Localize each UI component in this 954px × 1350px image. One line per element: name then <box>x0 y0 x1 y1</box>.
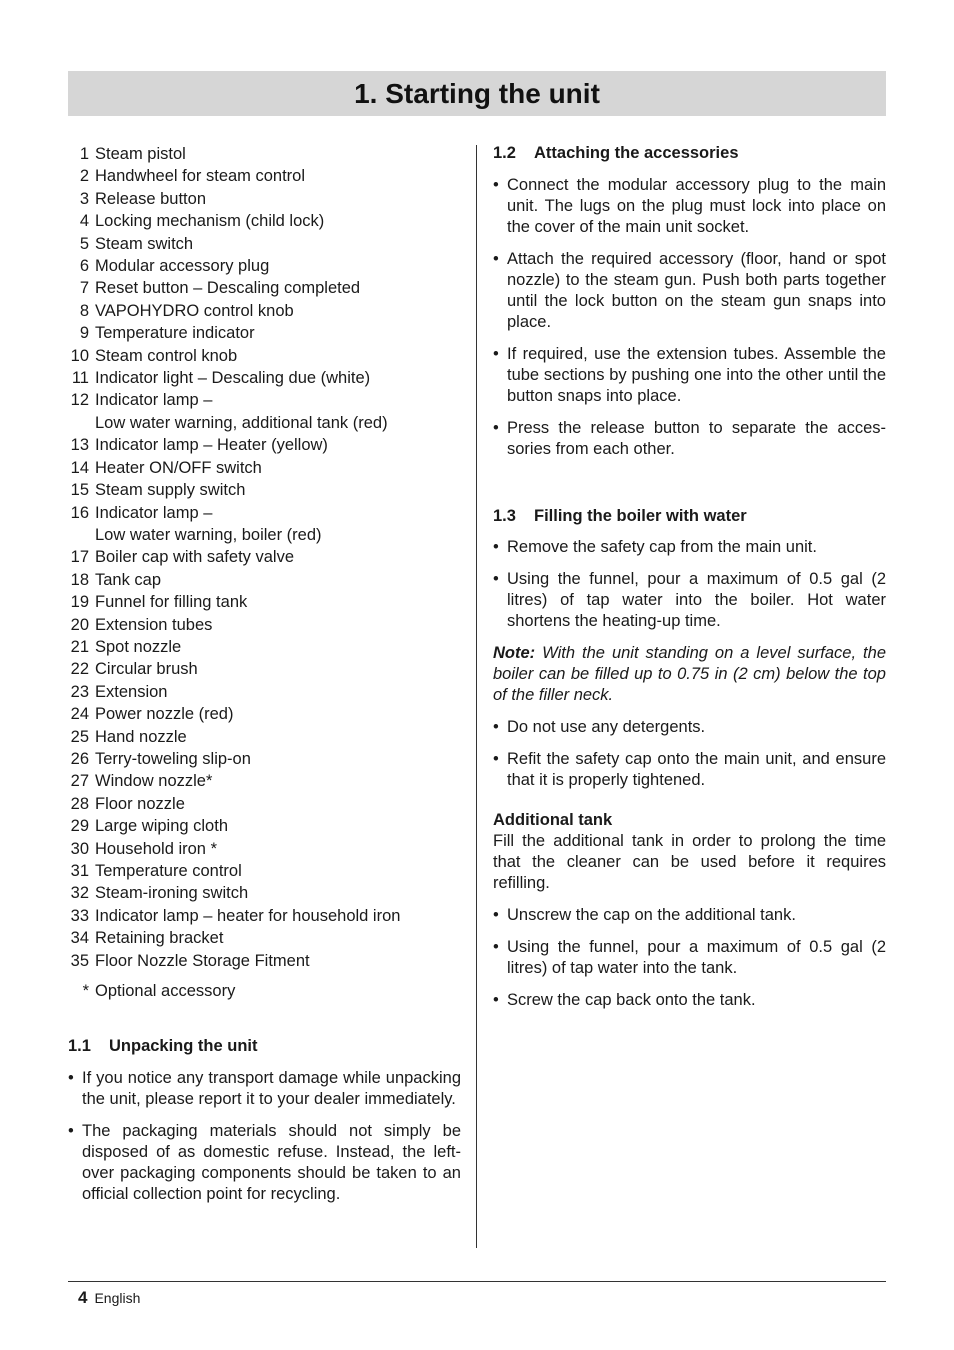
part-label: Hand nozzle <box>95 727 187 746</box>
section-heading-1-1 <box>68 1036 461 1056</box>
bullet-text: If you notice any transport damage while unpacking the unit, please report it to your dealer immediately. <box>82 1069 461 1109</box>
bullet-text: Connect the modular accessory plug to the main unit. The lugs on the plug must lock into place on the cover of the main unit socket. <box>507 176 886 236</box>
part-number: 23 <box>70 682 89 701</box>
list-item: • If required, use the extension tubes. Assemble the tube sections by pushing one into the other until the button snaps into place. <box>493 345 886 405</box>
section-title: Attaching the accessories <box>534 144 739 162</box>
section-title: Filling the boiler with water <box>534 507 747 525</box>
part-label: Terry-toweling slip-on <box>95 749 251 768</box>
part-label: Power nozzle (red) <box>95 705 234 724</box>
parts-list-item <box>68 882 461 904</box>
part-number: 21 <box>70 637 89 656</box>
part-label: Large wiping cloth <box>95 817 228 836</box>
parts-list-item <box>68 569 461 591</box>
part-number: 34 <box>70 929 89 948</box>
part-label: Reset button – Descaling completed <box>95 279 361 298</box>
part-label: Steam supply switch <box>95 481 246 500</box>
part-label: Handwheel for steam control <box>95 167 306 186</box>
page-number: 4 <box>78 1288 88 1307</box>
parts-list-item <box>68 479 461 501</box>
parts-list-item <box>68 546 461 568</box>
parts-list-item <box>68 591 461 613</box>
optional-accessory-note <box>68 980 461 1002</box>
part-number: 13 <box>70 436 89 455</box>
part-number: 10 <box>70 346 89 365</box>
list-item: • Refit the safety cap onto the main unit, and ensure that it is properly tightened. <box>493 750 886 789</box>
additional-tank-bullets <box>493 905 886 1011</box>
parts-list-item <box>68 143 461 165</box>
section-number: 1.2 <box>493 144 516 162</box>
note-text: With the unit standing on a level surface, the boiler can be filled up to 0.75 in (2 cm) below the top of the filler neck. <box>493 644 886 704</box>
filling-bullets <box>493 537 886 632</box>
parts-list-item <box>68 860 461 882</box>
part-number: 30 <box>70 839 89 858</box>
part-number: 16 <box>70 503 89 522</box>
part-label: Retaining bracket <box>95 929 224 948</box>
bullet-text: Screw the cap back onto the tank. <box>507 991 756 1009</box>
part-label: Floor nozzle <box>95 794 185 813</box>
part-label: Indicator lamp – heater for household iron <box>95 906 401 925</box>
list-item: • Connect the modular accessory plug to the main unit. The lugs on the plug must lock into place on the cover of the main unit socket. <box>493 176 886 236</box>
unpacking-bullets <box>68 1068 461 1205</box>
parts-list <box>68 143 461 1002</box>
part-label: Circular brush <box>95 660 198 679</box>
list-item: • Remove the safety cap from the main unit. <box>493 538 817 556</box>
part-label: Steam switch <box>95 234 194 253</box>
parts-list-item <box>68 703 461 725</box>
parts-list-item <box>68 188 461 210</box>
parts-list-item <box>68 838 461 860</box>
bullet-text: Using the funnel, pour a maximum of 0.5 gal (2 litres) of tap water into the boiler. Hot water shortens the heating-up time. <box>507 570 886 630</box>
part-label: Indicator lamp – <box>95 391 213 410</box>
page-footer <box>78 1288 140 1308</box>
parts-list-item <box>68 950 461 972</box>
additional-tank-text: Fill the additional tank in order to prolong the time that the cleaner can be used before it requires refilling. <box>493 832 886 892</box>
parts-list-item <box>68 389 461 411</box>
part-number: 24 <box>70 705 89 724</box>
list-item: • The packaging materials should not simply be disposed of as domestic refuse. Instead, the left-over packaging components should be taken to an official collection point for recycling. <box>68 1122 461 1204</box>
filling-bullets-2 <box>493 717 886 791</box>
part-label: Low water warning, boiler (red) <box>95 525 322 544</box>
part-number: 26 <box>70 749 89 768</box>
part-label: Indicator lamp – <box>95 503 213 522</box>
list-item: • If you notice any transport damage while unpacking the unit, please report it to your dealer immediately. <box>68 1069 461 1109</box>
part-label: Indicator lamp – Heater (yellow) <box>95 436 328 455</box>
part-number: 25 <box>70 727 89 746</box>
part-label: Floor Nozzle Storage Fitment <box>95 951 310 970</box>
parts-list-item <box>68 927 461 949</box>
part-number: 7 <box>79 279 89 298</box>
bullet-text: Remove the safety cap from the main unit. <box>507 538 817 556</box>
footer-language: English <box>94 1290 141 1306</box>
section-number: 1.3 <box>493 507 516 525</box>
part-number: 4 <box>79 212 89 231</box>
part-number: * <box>82 981 89 1000</box>
parts-list-item <box>68 524 461 546</box>
list-item: • Press the release button to separate the acces-sories from each other. <box>493 419 886 458</box>
part-number: 22 <box>70 660 89 679</box>
bullet-text: Unscrew the cap on the additional tank. <box>507 906 796 924</box>
left-column <box>68 143 461 1216</box>
part-number: 1 <box>79 145 89 163</box>
parts-list-item <box>68 726 461 748</box>
part-label: Steam-ironing switch <box>95 884 249 903</box>
list-item: • Screw the cap back onto the tank. <box>493 991 756 1009</box>
part-label: Steam control knob <box>95 346 238 365</box>
list-item: • Using the funnel, pour a maximum of 0.5 gal (2 litres) of tap water into the boiler. Hot water shortens the heating-up time. <box>493 570 886 630</box>
part-label: Release button <box>95 189 206 208</box>
parts-list-item <box>68 210 461 232</box>
parts-list-item <box>68 770 461 792</box>
part-label: Low water warning, additional tank (red) <box>95 413 388 432</box>
bullet-text: The packaging materials should not simply be disposed of as domestic refuse. Instead, the left-over packaging components should be taken to an official collection point for recycling. <box>82 1122 461 1204</box>
parts-list-item <box>68 434 461 456</box>
parts-list-item <box>68 277 461 299</box>
section-heading-1-3 <box>493 506 886 526</box>
part-label: Household iron * <box>95 839 217 858</box>
part-label: Funnel for filling tank <box>95 593 248 612</box>
bullet-text: Using the funnel, pour a maximum of 0.5 gal (2 litres) of tap water into the tank. <box>507 938 886 977</box>
part-number: 33 <box>70 906 89 925</box>
bullet-text: Refit the safety cap onto the main unit, and ensure that it is properly tightened. <box>507 750 886 789</box>
section-number: 1.1 <box>68 1037 91 1056</box>
part-number: 11 <box>71 369 89 388</box>
part-label: Heater ON/OFF switch <box>95 458 262 477</box>
list-item: • Attach the required accessory (floor, hand or spot nozzle) to the steam gun. Push both parts together until the lock button on the steam gun snaps into place. <box>493 250 886 331</box>
section-heading-1-2 <box>493 143 886 163</box>
part-number: 9 <box>79 324 89 343</box>
parts-list-item <box>68 300 461 322</box>
bullet-text: Attach the required accessory (floor, hand or spot nozzle) to the steam gun. Push both parts together until the lock button on the steam gun snaps into place. <box>507 250 886 331</box>
part-label: Optional accessory <box>95 981 236 1000</box>
parts-list-item <box>68 658 461 680</box>
parts-list-item <box>68 636 461 658</box>
parts-list-item <box>68 412 461 434</box>
part-label: Modular accessory plug <box>95 257 270 276</box>
part-label: Extension <box>95 682 168 701</box>
parts-list-item <box>68 748 461 770</box>
bullet-text: Do not use any detergents. <box>507 718 706 736</box>
list-item: • Using the funnel, pour a maximum of 0.5 gal (2 litres) of tap water into the tank. <box>493 938 886 977</box>
part-label: Indicator light – Descaling due (white) <box>95 369 371 388</box>
page-title: 1. Starting the unit <box>354 78 600 109</box>
column-divider <box>476 145 477 1248</box>
part-number: 32 <box>70 884 89 903</box>
part-number: 31 <box>70 862 89 880</box>
part-number: 3 <box>79 189 89 208</box>
part-number <box>68 524 89 546</box>
right-column <box>493 143 886 1022</box>
bullet-text: If required, use the extension tubes. Assemble the tube sections by pushing one into the other until the button snaps into place. <box>507 345 886 405</box>
part-label: Tank cap <box>95 570 162 589</box>
part-label: Temperature indicator <box>95 324 255 343</box>
bullet-text: Press the release button to separate the acces-sories from each other. <box>507 419 886 458</box>
parts-list-item <box>68 322 461 344</box>
section-title: Unpacking the unit <box>109 1037 258 1056</box>
part-number: 5 <box>79 234 89 253</box>
parts-list-item <box>68 681 461 703</box>
part-number: 29 <box>70 817 89 836</box>
parts-list-item <box>68 815 461 837</box>
parts-list-item <box>68 255 461 277</box>
part-number: 2 <box>79 167 89 186</box>
accessories-bullets <box>493 175 886 460</box>
parts-list-item <box>68 793 461 815</box>
note-paragraph <box>493 643 886 706</box>
part-label: Spot nozzle <box>95 637 182 656</box>
part-number: 27 <box>70 772 89 791</box>
parts-list-item <box>68 502 461 524</box>
part-label: Extension tubes <box>95 615 213 634</box>
part-label: VAPOHYDRO control knob <box>95 301 294 320</box>
parts-list-item <box>68 614 461 636</box>
part-number: 15 <box>70 481 89 500</box>
part-number: 28 <box>70 794 89 813</box>
parts-list-item <box>68 367 461 389</box>
parts-list-item <box>68 233 461 255</box>
list-item: • Do not use any detergents. <box>493 718 706 736</box>
part-label: Boiler cap with safety valve <box>95 548 295 567</box>
parts-list-item <box>68 345 461 367</box>
parts-list-item <box>68 457 461 479</box>
title-bar <box>68 71 886 116</box>
part-number: 19 <box>70 593 89 612</box>
part-number: 14 <box>70 458 89 477</box>
part-number: 8 <box>79 301 89 320</box>
note-label: Note: <box>493 644 536 662</box>
list-item: • Unscrew the cap on the additional tank. <box>493 906 796 924</box>
parts-list-item <box>68 165 461 187</box>
additional-tank-heading: Additional tank <box>493 811 613 829</box>
part-label: Temperature control <box>95 862 242 880</box>
part-number: 12 <box>70 391 89 410</box>
part-number: 20 <box>70 615 89 634</box>
part-label: Window nozzle* <box>95 772 213 791</box>
footer-rule <box>68 1281 886 1282</box>
part-number: 6 <box>79 257 89 276</box>
part-number: 18 <box>70 570 89 589</box>
part-number: 35 <box>70 951 89 970</box>
part-number <box>68 412 89 434</box>
part-label: Locking mechanism (child lock) <box>95 212 325 231</box>
part-number: 17 <box>70 548 89 567</box>
parts-list-item <box>68 905 461 927</box>
part-label: Steam pistol <box>95 145 186 163</box>
